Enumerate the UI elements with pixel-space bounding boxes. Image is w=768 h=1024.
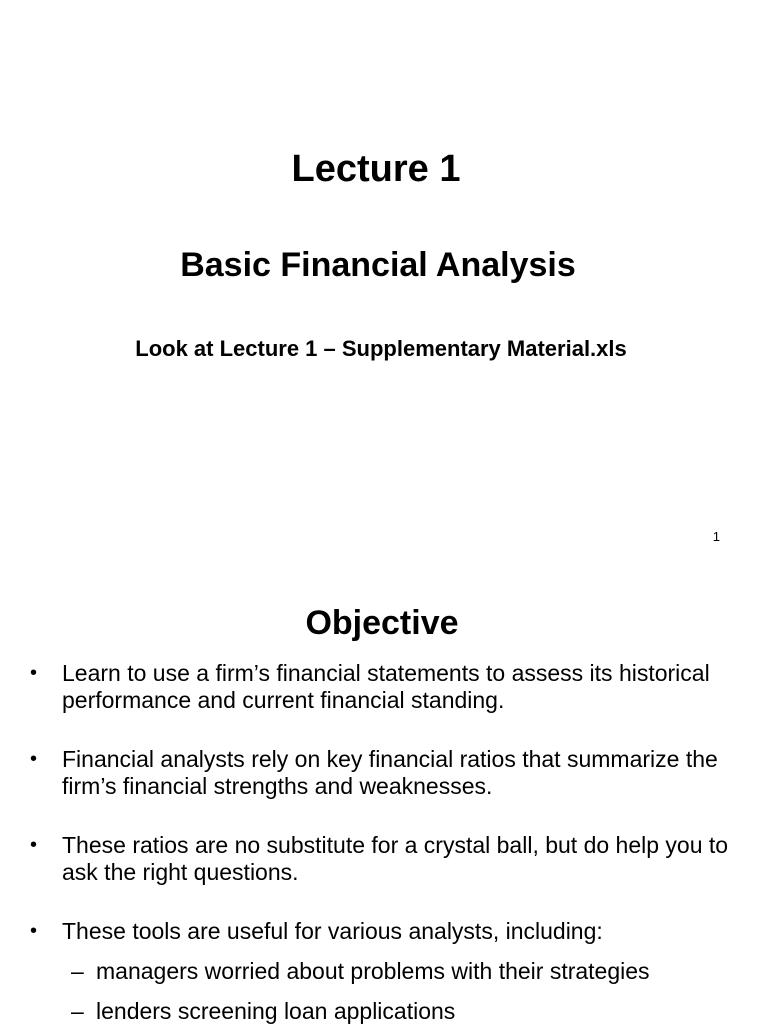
sub-bullet-dash: – [71, 958, 84, 984]
bullet-text: These ratios are no substitute for a crystal ball, but do help you to ask the right questions. [62, 832, 729, 885]
bullet-item [0, 660, 768, 714]
sub-bullet-item [62, 998, 738, 1024]
bullet-dot: • [30, 920, 38, 942]
slide-2 [0, 576, 768, 1024]
sub-bullet-text: lenders screening loan applications [96, 998, 456, 1024]
bullet-text: Learn to use a firm’s financial statements to assess its historical performance and current financial standing. [62, 660, 710, 713]
bullet-dot: • [30, 834, 38, 856]
lecture-subtitle: Basic Financial Analysis [180, 246, 576, 284]
bullet-item [0, 746, 768, 800]
sub-bullet-item [62, 958, 738, 985]
bullet-text: Financial analysts rely on key financial ratios that summarize the firm’s financial strengths and weaknesses. [62, 746, 718, 799]
supplementary-material-note: Look at Lecture 1 – Supplementary Material.xls [135, 336, 627, 361]
bullet-dot: • [30, 748, 38, 770]
bullet-dot: • [30, 662, 38, 684]
bullet-item [0, 918, 768, 1024]
objective-title: Objective [305, 604, 459, 642]
lecture-title: Lecture 1 [291, 148, 461, 190]
sub-bullet-text: managers worried about problems with their strategies [96, 958, 650, 984]
sub-bullet-list [62, 958, 738, 1024]
bullet-item [0, 832, 768, 886]
bullet-text: These tools are useful for various analysts, including: [62, 918, 603, 944]
slide-page-number: 1 [712, 529, 720, 544]
sub-bullet-dash: – [71, 998, 84, 1024]
objective-bullet-list [0, 660, 768, 1024]
